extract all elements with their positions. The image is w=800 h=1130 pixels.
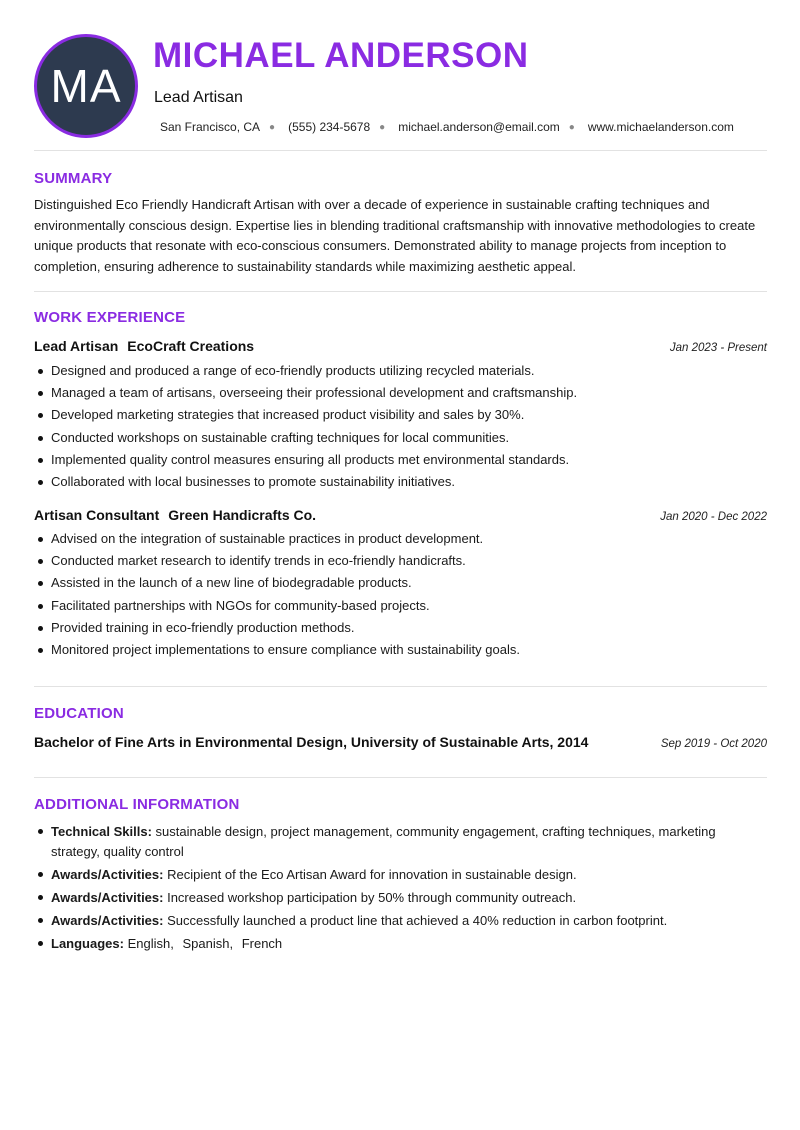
education-heading: EDUCATION <box>34 705 124 722</box>
separator-dot: ● <box>568 121 575 133</box>
list-item <box>34 911 767 931</box>
item-text: Increased workshop participation by 50% through community outreach. <box>167 889 577 905</box>
contact-location: San Francisco, CA <box>160 120 261 134</box>
item-text: Successfully launched a product line that achieved a 40% reduction in carbon footprint. <box>167 912 668 928</box>
job-bullets <box>34 530 767 663</box>
experience-heading: WORK EXPERIENCE <box>34 309 186 326</box>
contact-phone: (555) 234-5678 <box>288 120 371 134</box>
item-label: Awards/Activities: <box>51 889 164 905</box>
additional-list <box>34 822 767 957</box>
language: English, <box>127 935 174 951</box>
candidate-role: Lead Artisan <box>154 89 243 106</box>
item-label: Technical Skills: <box>51 824 152 839</box>
list-item: Monitored project implementations to ensure compliance with sustainability goals. <box>34 641 767 663</box>
language: Spanish, <box>182 935 234 951</box>
contact-bar <box>160 120 734 134</box>
summary-heading: SUMMARY <box>34 170 113 187</box>
list-item: Collaborated with local businesses to promote sustainability initiatives. <box>34 473 767 495</box>
item-label: Languages: <box>51 935 124 951</box>
list-item: Conducted market research to identify trends in eco-friendly handicrafts. <box>34 552 767 574</box>
language: French <box>241 935 283 951</box>
list-item: Facilitated partnerships with NGOs for community-based projects. <box>34 597 767 619</box>
contact-email[interactable]: michael.anderson@email.com <box>398 120 560 134</box>
job-company: EcoCraft Creations <box>127 338 255 354</box>
job-company: Green Handicrafts Co. <box>168 507 317 523</box>
list-item: Implemented quality control measures ensuring all products met environmental standards. <box>34 451 767 473</box>
job-title <box>34 507 316 523</box>
contact-website[interactable]: www.michaelanderson.com <box>587 120 734 134</box>
separator-dot: ● <box>269 121 276 133</box>
list-item: Assisted in the launch of a new line of biodegradable products. <box>34 574 767 596</box>
divider <box>34 150 767 151</box>
avatar: MA <box>34 34 138 138</box>
summary-text: Distinguished Eco Friendly Handicraft Artisan with over a decade of experience in sustainable crafting techniques and environmentally conscious design. Expertise lies in blending traditional craftsmanship with innovative methodologies to create unique products that resonate with eco-conscious consumers. Demonstrated ability to manage projects from inception to completion, ensuring adherence to sustainability standards while maximizing aesthetic appeal. <box>34 197 756 274</box>
job-title <box>34 338 254 354</box>
separator-dot: ● <box>379 121 386 133</box>
job-header <box>34 507 767 523</box>
job-bullets <box>34 362 767 495</box>
item-label: Awards/Activities: <box>51 866 164 882</box>
list-item: Designed and produced a range of eco-friendly products utilizing recycled materials. <box>34 362 767 384</box>
degree: Bachelor of Fine Arts in Environmental Design, University of Sustainable Arts, 2014 <box>34 734 589 750</box>
additional-heading: ADDITIONAL INFORMATION <box>34 796 240 813</box>
item-label: Awards/Activities: <box>51 912 164 928</box>
list-item: Managed a team of artisans, overseeing their professional development and craftsmanship. <box>34 384 767 406</box>
education-entry <box>34 734 767 750</box>
education-dates: Sep 2019 - Oct 2020 <box>660 738 767 750</box>
divider <box>34 686 767 687</box>
job-role: Lead Artisan <box>34 338 119 354</box>
job-dates: Jan 2023 - Present <box>669 342 767 354</box>
item-text: sustainable design, project management, community engagement, crafting techniques, marketing strategy, quality control <box>51 824 716 859</box>
candidate-name: MICHAEL ANDERSON <box>153 36 529 75</box>
item-text: Recipient of the Eco Artisan Award for innovation in sustainable design. <box>167 866 577 882</box>
list-item <box>34 865 767 885</box>
list-item: Conducted workshops on sustainable crafting techniques for local communities. <box>34 429 767 451</box>
list-item: Developed marketing strategies that increased product visibility and sales by 30%. <box>34 406 767 428</box>
list-item <box>34 822 767 861</box>
list-item <box>34 888 767 908</box>
divider <box>34 291 767 292</box>
list-item: Provided training in eco-friendly production methods. <box>34 619 767 641</box>
list-item: Advised on the integration of sustainable practices in product development. <box>34 530 767 552</box>
divider <box>34 777 767 778</box>
job-role: Artisan Consultant <box>34 507 160 523</box>
job-header <box>34 338 767 354</box>
languages-item <box>34 934 767 954</box>
job-dates: Jan 2020 - Dec 2022 <box>660 511 767 523</box>
